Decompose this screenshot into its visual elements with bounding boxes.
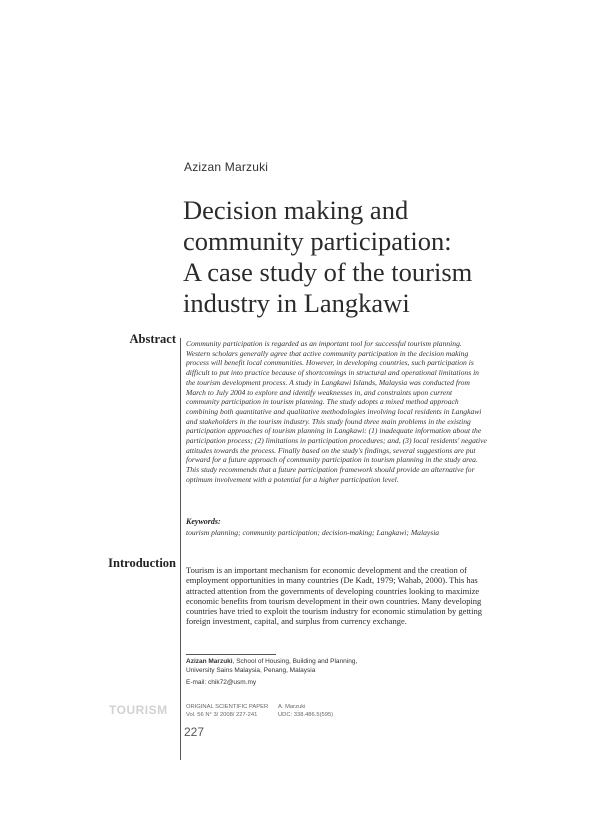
abstract-line: Western scholars generally agree that active community participation in the decision making [186, 348, 469, 358]
abstract-line: This study recommends that a future participation framework should provide an alternative for [186, 465, 475, 475]
abstract-line: participation process; (2) limitations in participation procedures; and, (3) local residents' negative [186, 436, 487, 446]
footnote-email: E-mail: chik72@usm.my [186, 679, 257, 686]
abstract-line: community participation in tourism planning. The study adopts a mixed method approach [186, 397, 459, 407]
introduction-line: economic benefits from tourism development in their own countries. Many developing [186, 595, 482, 606]
journal-volume: Vol. 56 N° 3/ 2008/ 227-241 [186, 711, 258, 718]
citation-meta [278, 704, 333, 719]
abstract-line: attitudes towards the process. Finally based on the study's findings, several suggestions are put [186, 445, 476, 455]
introduction-line: countries have tried to exploit the tourism industry for economic stimulation by getting [186, 606, 483, 617]
author-name: Azizan Marzuki [184, 160, 269, 174]
abstract-line: combining both quantitative and qualitative methodologies involving local residents in Langkawi [186, 406, 482, 416]
introduction-line: employment opportunities in many countries (De Kadt, 1979; Wahab, 2000). This has [186, 575, 478, 586]
journal-logo: TOURISM [109, 703, 168, 717]
introduction-line: attracted attention from the governments of developing countries looking to maximize [186, 585, 480, 596]
title-line: Decision making and [183, 195, 409, 225]
page-number: 227 [184, 725, 205, 739]
abstract-line: forward for a future approach of community participation in tourism planning in the study area. [186, 455, 478, 465]
journal-meta [186, 704, 268, 719]
introduction-body [186, 565, 586, 627]
footnote-affiliation-cont: University Sains Malaysia, Penang, Malaysia [186, 666, 316, 674]
introduction-heading: Introduction [108, 556, 176, 570]
abstract-line: participation approaches of tourism planning in Langkawi: (1) inadequate information about the [186, 426, 482, 436]
abstract-line: the tourism development process. A study in Langkawi Islands, Malaysia was conducted from [186, 377, 470, 387]
introduction-line: Tourism is an important mechanism for economic development and the creation of [186, 565, 468, 575]
footnote-author: Azizan Marzuki [186, 658, 233, 665]
short-author: A. Marzuki [278, 704, 306, 710]
abstract-line: March to July 2004 to explore and identify weaknesses in, and constraints upon current [186, 387, 453, 397]
title-line: A case study of the tourism [183, 257, 473, 287]
footnote-rule [186, 654, 276, 655]
keywords-list: tourism planning; community participation; decision-making; Langkawi; Malaysia [186, 528, 440, 537]
keywords-heading: Keywords: [186, 517, 221, 526]
abstract-line: process will benefit local communities. However, in developing countries, such participation is [186, 358, 474, 368]
abstract-line: Community participation is regarded as an important tool for successful tourism planning. [186, 339, 462, 348]
abstract-line: and stakeholders in the tourism industry. This study found three main problems in the existing [186, 416, 471, 426]
margin-rule [180, 338, 181, 760]
abstract-line: optimum involvement with a potential for a higher participation level. [186, 474, 399, 484]
title-line: industry in Langkawi [183, 288, 410, 318]
abstract-line: difficult to put into practice because of shortcomings in structural and operational limitations in [186, 368, 479, 378]
abstract-heading: Abstract [129, 332, 176, 346]
abstract-body [186, 339, 586, 485]
introduction-line: foreign investment, capital, and surplus from currency exchange. [186, 616, 407, 627]
title-line: community participation: [183, 226, 452, 256]
paper-type: ORIGINAL SCIENTIFIC PAPER [186, 704, 269, 710]
udc-code: UDC: 338.486.5(595) [278, 711, 334, 718]
paper-title [183, 195, 593, 319]
author-footnote [186, 658, 357, 688]
footnote-affiliation: , School of Housing, Building and Planning, [232, 658, 358, 665]
